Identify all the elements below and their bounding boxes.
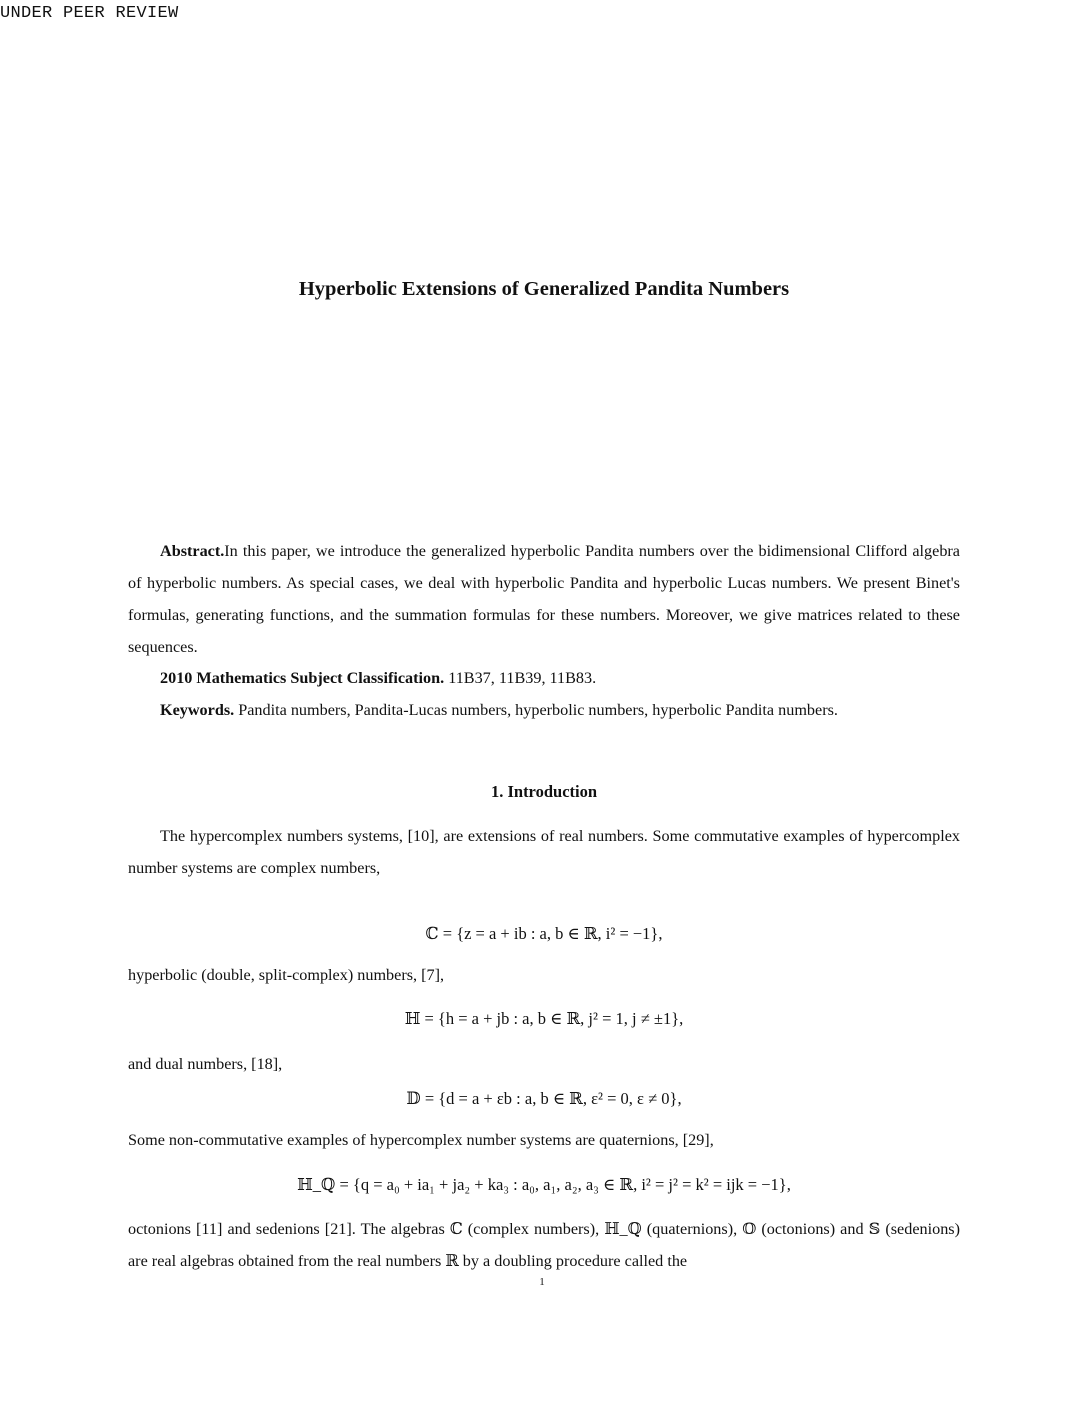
msc: [128, 662, 960, 694]
equation-complex: ℂ = {z = a + ib : a, b ∈ ℝ, i² = −1},: [425, 924, 663, 943]
keywords-label: Keywords.: [160, 701, 235, 719]
intro-paragraph-2: hyperbolic (double, split-complex) numbers, [7],: [128, 966, 445, 984]
msc-label: 2010 Mathematics Subject Classification.: [160, 669, 445, 687]
section-heading: 1. Introduction: [490, 782, 598, 801]
intro-paragraph-5: octonions [11] and sedenions [21]. The algebras ℂ (complex numbers), ℍ_ℚ (quaternions), 𝕆 (octonions) and 𝕊 (sedenions) are real algebras obtained from the real numbers ℝ by a doubling procedure called the: [128, 1220, 960, 1270]
equation-dual: 𝔻 = {d = a + εb : a, b ∈ ℝ, ε² = 0, ε ≠ 0},: [406, 1089, 682, 1108]
keywords: [128, 694, 960, 726]
equation-quaternion: ℍ_ℚ = {q = a₀ + ia₁ + ja₂ + ka₃ : a₀, a₁, a₂, a₃ ∈ ℝ, i² = j² = k² = ijk = −1},: [297, 1175, 791, 1194]
msc-text: 11B37, 11B39, 11B83.: [444, 669, 597, 687]
abstract-label: Abstract.: [160, 542, 225, 560]
page-number: 1: [539, 1276, 545, 1288]
equation-hyperbolic: ℍ = {h = a + jb : a, b ∈ ℝ, j² = 1, j ≠ ±1},: [404, 1009, 684, 1028]
abstract-text: In this paper, we introduce the generalized hyperbolic Pandita numbers over the bidimensional Clifford algebra of hyperbolic numbers. As special cases, we deal with hyperbolic Pandita and hyperbolic Lucas numbers. We present Binet's formulas, generating functions, and the summation formulas for these numbers. Moreover, we give matrices related to these sequences.: [128, 542, 960, 656]
intro-paragraph-3: and dual numbers, [18],: [128, 1055, 283, 1073]
intro-paragraph-4: Some non-commutative examples of hypercomplex number systems are quaternions, [29],: [128, 1131, 714, 1149]
keywords-text: Pandita numbers, Pandita-Lucas numbers, hyperbolic numbers, hyperbolic Pandita numbers.: [234, 701, 838, 719]
peer-review-stamp: UNDER PEER REVIEW: [0, 4, 179, 23]
paper-title: Hyperbolic Extensions of Generalized Pandita Numbers: [298, 278, 790, 300]
abstract: [128, 535, 960, 663]
intro-paragraph-1: The hypercomplex numbers systems, [10], are extensions of real numbers. Some commutative examples of hypercomplex number systems are complex numbers,: [128, 827, 960, 877]
